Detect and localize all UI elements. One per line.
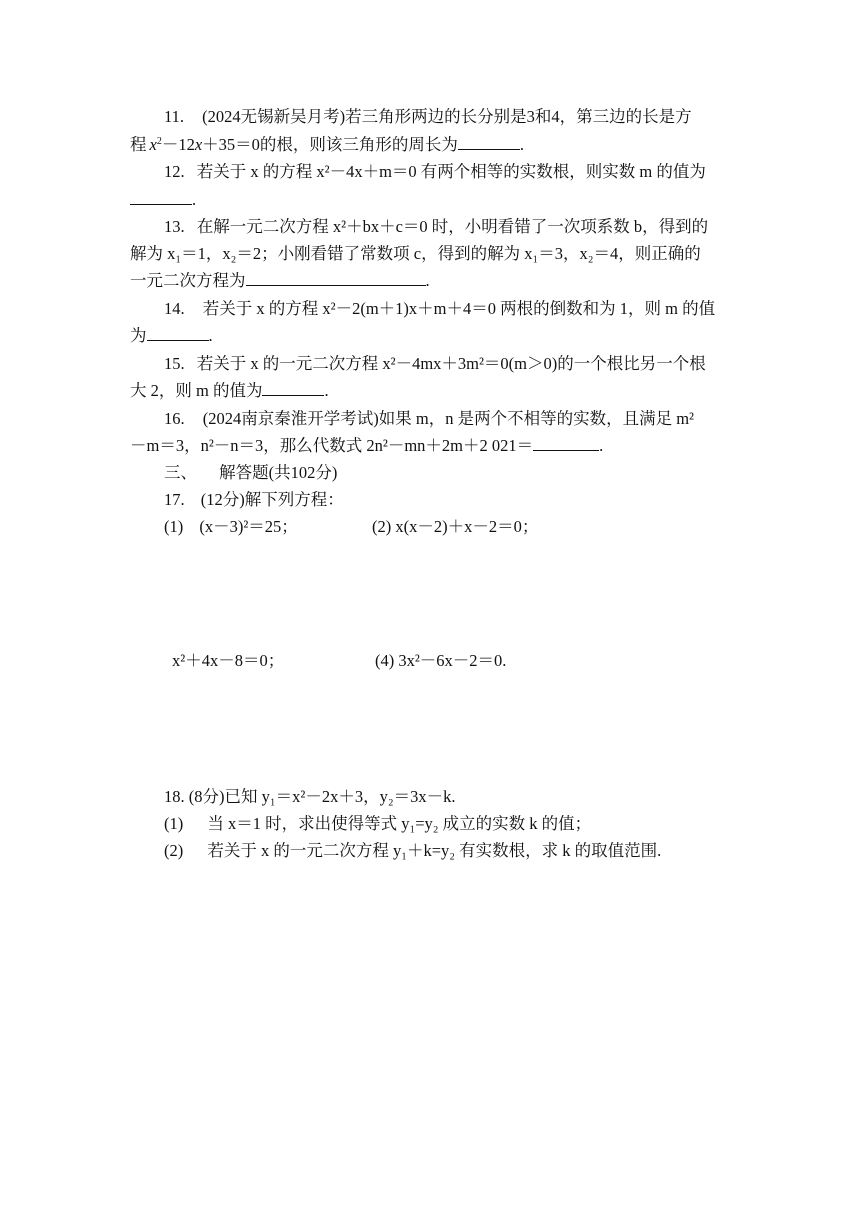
q18-line-1 — [164, 786, 455, 808]
q12-end: . — [192, 190, 197, 209]
q18-part2-label: (2) — [164, 841, 184, 860]
section-index: 三、 — [164, 463, 197, 482]
q18-part1-text: 当 x＝1 时，求出使得等式 y₁=y₂ 成立的实数 k 的值； — [207, 814, 592, 833]
q13-end: . — [425, 271, 430, 290]
q17-part4 — [375, 650, 506, 672]
q17-part2 — [372, 516, 538, 538]
section-title: 解答题(共102分) — [219, 463, 338, 482]
q12-text-a: 若关于 x 的方程 x²－4x＋m＝0 有两个相等的实数根，则实数 m 的值为 — [196, 162, 706, 181]
q17-part1-eq: (x－3)²＝25； — [199, 517, 298, 536]
q15-number: 15. — [164, 354, 185, 373]
q18-part1-label: (1) — [164, 814, 184, 833]
q18-part1 — [164, 813, 591, 835]
q11-end: . — [519, 135, 525, 154]
q13-text-c: 一元二次方程为 — [130, 271, 246, 290]
q13-text-b: 解为 x₁＝1，x₂＝2；小刚看错了常数项 c，得到的解为 x₁＝3，x₂＝4，则正确的 — [130, 244, 701, 263]
q13-line-2 — [130, 243, 701, 265]
q15-line-1 — [164, 353, 706, 375]
q14-answer-blank[interactable] — [147, 325, 209, 341]
q17-intro: (12分)解下列方程： — [200, 490, 344, 509]
q18-part2-text: 若关于 x 的一元二次方程 y₁＋k=y₂ 有实数根，求 k 的取值范围. — [207, 841, 662, 860]
q16-line-2 — [130, 435, 603, 457]
q17-part1 — [164, 516, 298, 538]
q14-number: 14. — [164, 299, 185, 318]
q11-eq-end: ＋35＝0的根，则该三角形的周长为 — [202, 135, 458, 154]
q14-text-a: 若关于 x 的方程 x²－2(m＋1)x＋m＋4＝0 两根的倒数和为 1，则 m 的值 — [202, 299, 716, 318]
section-heading — [164, 462, 337, 484]
q11-answer-blank[interactable] — [458, 134, 520, 150]
q14-end: . — [208, 326, 213, 345]
q15-text-b: 大 2，则 m 的值为 — [130, 381, 263, 400]
q17-number: 17. — [164, 490, 185, 509]
q18-part2 — [164, 840, 661, 862]
q11-var-x: x — [149, 135, 157, 154]
q14-line-2 — [130, 325, 213, 347]
q11-line-2 — [130, 134, 524, 156]
q11-exponent: 2 — [156, 136, 162, 147]
q15-answer-blank[interactable] — [262, 380, 324, 396]
q17-line-1 — [164, 489, 344, 511]
q15-end: . — [324, 381, 329, 400]
q11-text-a: 若三角形两边的长分别是3和4，第三边的长是方 — [345, 107, 692, 126]
q16-end: . — [599, 436, 604, 455]
q15-line-2 — [130, 380, 329, 402]
q13-line-3 — [130, 270, 430, 292]
q12-line-1 — [164, 161, 706, 183]
q13-number: 13. — [164, 217, 185, 236]
q16-source: (2024南京秦淮开学考试) — [202, 409, 379, 428]
q11-eq-rest: －12 — [161, 135, 195, 154]
q17-part2-eq: (2) x(x－2)＋x－2＝0； — [372, 517, 539, 536]
q16-text-b: －m＝3，n²－n＝3，那么代数式 2n²－mn＋2m＋2 021＝ — [130, 436, 534, 455]
q11-var-x2: x — [194, 135, 203, 154]
q11-text-b-prefix: 程 — [130, 135, 147, 154]
q16-text-a: 如果 m，n 是两个不相等的实数，且满足 m² — [378, 409, 694, 428]
q15-text-a: 若关于 x 的一元二次方程 x²－4mx＋3m²＝0(m＞0)的一个根比另一个根 — [196, 354, 706, 373]
q18-intro: 18. (8分)已知 y₁＝x²－2x＋3，y₂＝3x－k. — [164, 787, 456, 806]
q16-number: 16. — [164, 409, 185, 428]
q11-line-1 — [164, 106, 692, 128]
q17-part4-eq: (4) 3x²－6x－2＝0. — [375, 651, 507, 670]
q12-line-2 — [130, 189, 196, 211]
q13-answer-blank[interactable] — [246, 270, 426, 286]
q13-line-1 — [164, 216, 708, 238]
q11-number: 11. — [164, 107, 185, 126]
q11-source: (2024无锡新吴月考) — [202, 107, 346, 126]
q13-text-a: 在解一元二次方程 x²＋bx＋c＝0 时，小明看错了一次项系数 b，得到的 — [196, 217, 709, 236]
q14-line-1 — [164, 298, 715, 320]
q16-answer-blank[interactable] — [533, 435, 599, 451]
q17-part3 — [172, 650, 284, 672]
q17-part3-eq: x²＋4x－8＝0； — [172, 651, 285, 670]
q16-line-1 — [164, 408, 694, 430]
q17-part1-label: (1) — [164, 517, 184, 536]
q14-text-b: 为 — [130, 326, 147, 345]
q12-number: 12. — [164, 162, 185, 181]
q12-answer-blank[interactable] — [130, 189, 192, 205]
